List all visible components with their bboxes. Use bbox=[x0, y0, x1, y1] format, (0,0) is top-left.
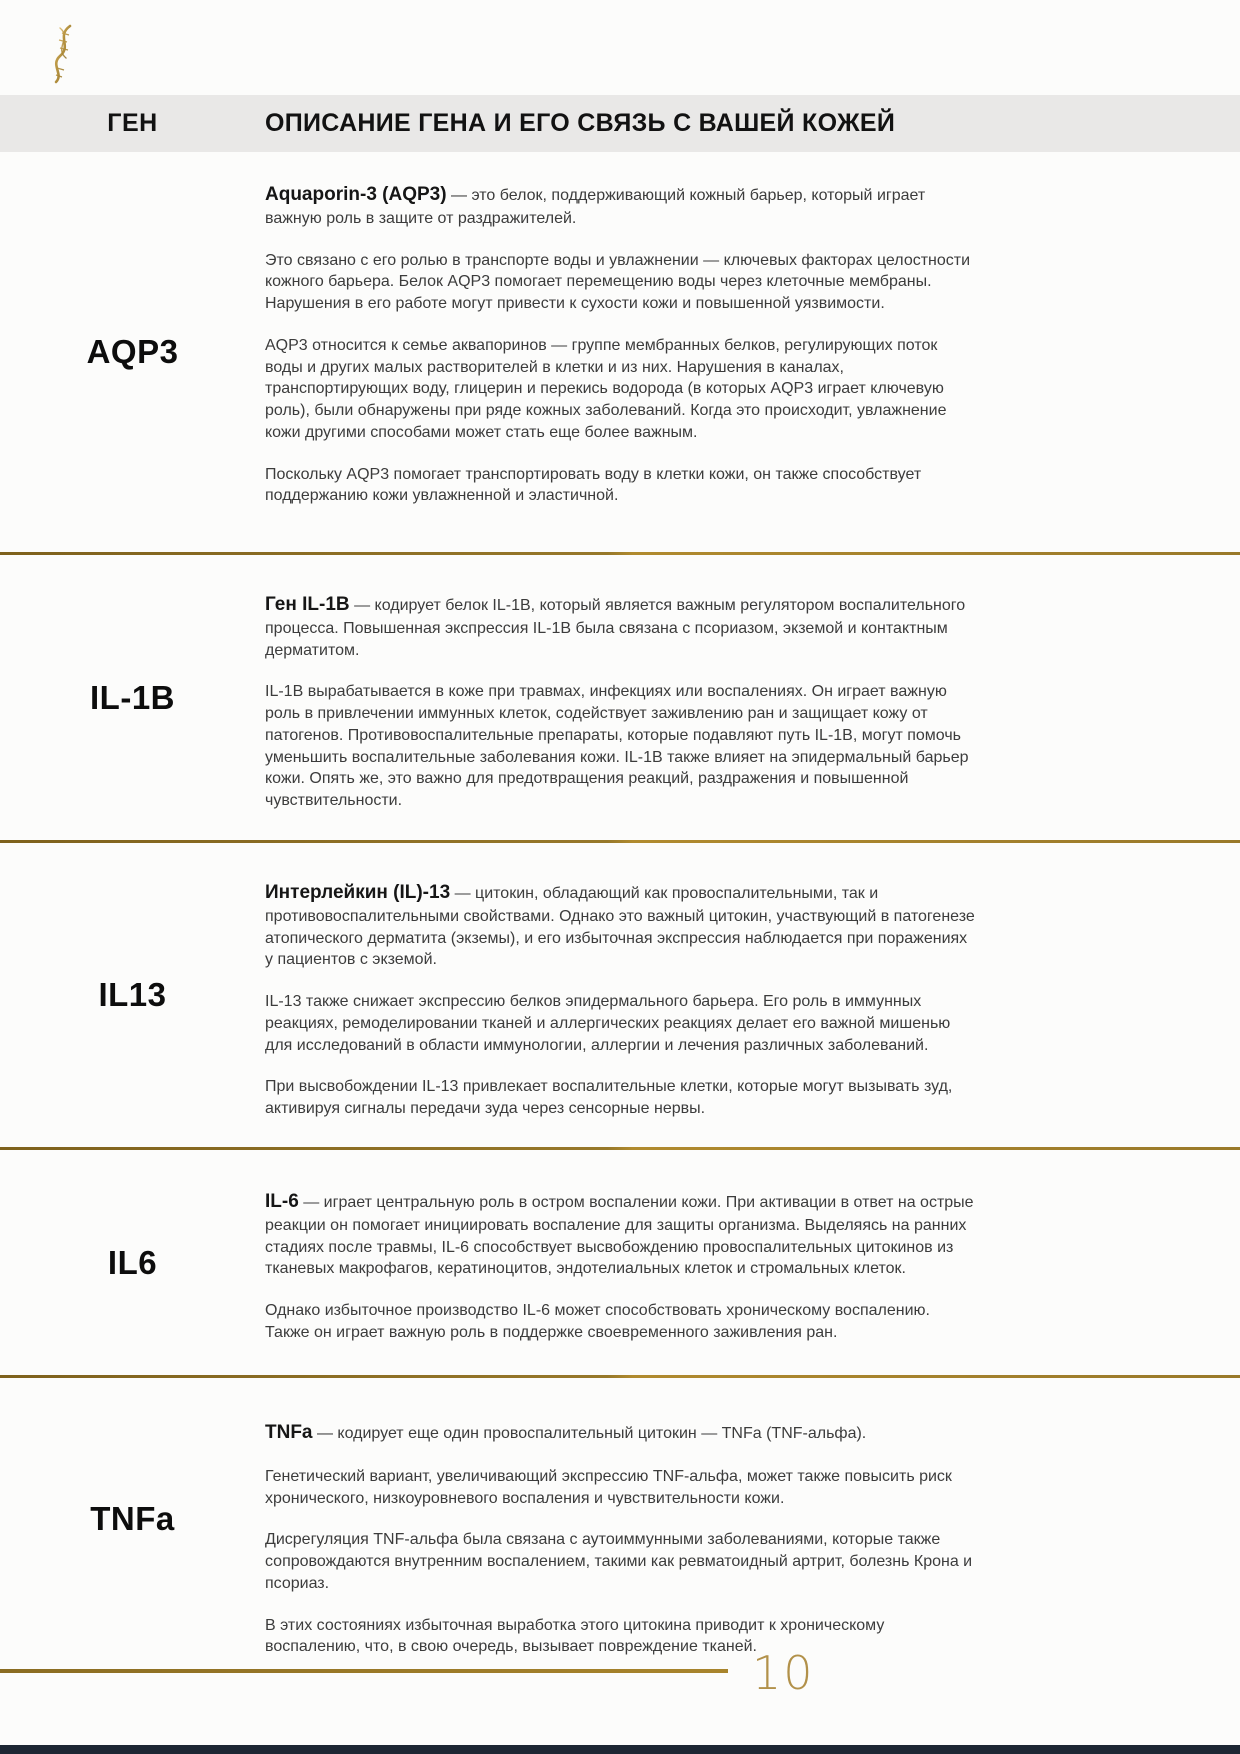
gene-lead-term: IL-6 bbox=[265, 1191, 299, 1212]
gene-description-aqp3 bbox=[265, 152, 985, 552]
paragraph: При высвобождении IL-13 привлекает воспалительные клетки, которые могут вызывать зуд, активируя сигналы передачи зуда через сенсорные нервы. bbox=[265, 1078, 953, 1118]
paragraph: IL-1B вырабатывается в коже при травмах, инфекциях или воспалениях. Он играет важную роль в привлечении иммунных клеток, содействует заживлению ран и защищает кожу от патогенов. Противовоспалительные препараты, которые подавляют путь IL-1B, могут помочь уменьшить воспалительные заболевания кожи. IL-1B также влияет на эпидермальный барьер кожи. Опять же, это важно для предотвращения реакций, раздражения и повышенной чувствительности. bbox=[265, 683, 969, 810]
gene-lead-term: TNFa bbox=[265, 1422, 313, 1443]
gene-description-il13 bbox=[265, 843, 985, 1147]
paragraph bbox=[265, 592, 977, 661]
paragraph bbox=[265, 1189, 977, 1280]
description-column-header: ОПИСАНИЕ ГЕНА И ЕГО СВЯЗЬ С ВАШЕЙ КОЖЕЙ bbox=[265, 109, 896, 137]
gene-lead-term: Интерлейкин (IL)-13 bbox=[265, 882, 451, 903]
paragraph: AQP3 относится к семье аквапоринов — группе мембранных белков, регулирующих поток воды и других малых растворителей в клетки и из них. Нарушения в каналах, транспортирующих воду, глицерин и перекись водорода (в которых AQP3 играет ключевую роль), были обнаружены при ряде кожных заболеваний. Когда это происходит, увлажнение кожи другими способами может стать еще более важным. bbox=[265, 336, 947, 441]
gene-lead-term: Aquaporin-3 (AQP3) bbox=[265, 184, 447, 205]
paragraph: Однако избыточное производство IL-6 может способствовать хроническому воспалению. Также он играет важную роль в поддержке своевременного заживления ран. bbox=[265, 1302, 930, 1341]
gene-name-aqp3: AQP3 bbox=[86, 333, 179, 370]
gene-column-header: ГЕН bbox=[107, 109, 158, 137]
paragraph: IL-13 также снижает экспрессию белков эпидермального барьера. Его роль в иммунных реакциях, ремоделировании тканей и аллергических реакциях делает его важной мишенью для исследований в области иммунологии, аллергии и лечения различных заболеваний. bbox=[265, 993, 951, 1054]
dna-helix-logo-icon bbox=[46, 24, 80, 84]
paragraph-text: — играет центральную роль в остром воспалении кожи. При активации в ответ на острые реакции он помогает инициировать воспаление для защиты организма. Выделяясь на ранних стадиях после травмы, IL-6 способствует высвобождению провоспалительных цитокинов из тканевых макрофагов, кератиноцитов, эндотелиальных клеток и стромальных клеток. bbox=[265, 1194, 974, 1278]
gene-name-il6: IL6 bbox=[107, 1243, 158, 1281]
table-header bbox=[0, 95, 1240, 152]
gene-row-tnfa bbox=[0, 1378, 1240, 1660]
gene-description-il1b bbox=[265, 555, 985, 840]
paragraph-text: — цитокин, обладающий как провоспалительными, так и противовоспалительными свойствами. Однако это важный цитокин, участвующий в патогенезе атопического дерматита (экземы), и его избыточная экспрессия наблюдается при поражениях у пациентов с экземой. bbox=[265, 885, 975, 969]
gene-name-il13: IL13 bbox=[98, 976, 167, 1013]
gene-row-il1b bbox=[0, 555, 1240, 840]
footer-rule bbox=[0, 1669, 728, 1673]
paragraph-text: — это белок, поддерживающий кожный барьер, который играет важную роль в защите от раздражителей. bbox=[265, 187, 926, 227]
gene-table bbox=[0, 152, 1240, 1660]
gene-name-il1b: IL-1B bbox=[90, 678, 175, 716]
paragraph-text: — кодирует еще один провоспалительный цитокин — TNFa (TNF-альфа). bbox=[316, 1425, 867, 1442]
paragraph bbox=[265, 880, 977, 971]
gene-lead-term: Ген IL-1B bbox=[265, 594, 350, 615]
gene-description-il6 bbox=[265, 1150, 985, 1375]
paragraph: Поскольку AQP3 помогает транспортировать воду в клетки кожи, он также способствует поддержанию кожи увлажненной и эластичной. bbox=[265, 465, 922, 505]
paragraph bbox=[265, 182, 977, 230]
page-number: 10 bbox=[752, 1646, 815, 1700]
paragraph: Генетический вариант, увеличивающий экспрессию TNF-альфа, может также повысить риск хронического, низкоуровневого воспаления и чувствительности кожи. bbox=[265, 1467, 952, 1507]
gene-name-tnfa: TNFa bbox=[90, 1500, 175, 1537]
paragraph-text: — кодирует белок IL-1B, который является важным регулятором воспалительного процесса. Повышенная экспрессия IL-1B была связана с псориазом, экземой и контактным дерматитом. bbox=[265, 597, 966, 659]
bottom-edge-bar bbox=[0, 1745, 1240, 1754]
gene-row-il13 bbox=[0, 843, 1240, 1147]
paragraph: Это связано с его ролью в транспорте воды и увлажнении — ключевых факторах целостности кожного барьера. Белок AQP3 помогает перемещению воды через клеточные мембраны. Нарушения в его работе могут привести к сухости кожи и повышенной уязвимости. bbox=[265, 251, 971, 313]
gene-row-aqp3 bbox=[0, 152, 1240, 552]
paragraph: В этих состояниях избыточная выработка этого цитокина приводит к хроническому воспалению, что, в свою очередь, вызывает повреждение тканей. bbox=[265, 1616, 885, 1656]
gene-row-il6 bbox=[0, 1150, 1240, 1375]
paragraph bbox=[265, 1420, 977, 1446]
paragraph: Дисрегуляция TNF-альфа была связана с аутоиммунными заболеваниями, которые также сопровождаются внутренним воспалением, такими как ревматоидный артрит, болезнь Крона и псориаз. bbox=[265, 1531, 973, 1592]
gene-description-tnfa bbox=[265, 1378, 985, 1660]
